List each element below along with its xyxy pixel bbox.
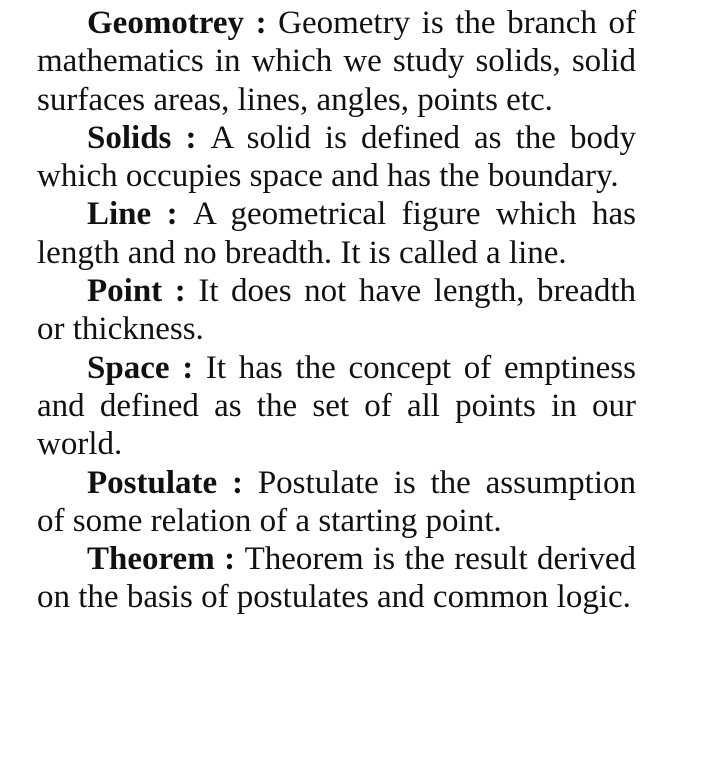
term-postulate-label: Postulate — [87, 464, 218, 501]
definition-point — [37, 272, 636, 349]
term-solids-label: Solids — [87, 119, 172, 156]
term-postulate — [87, 465, 258, 501]
term-geometry — [87, 5, 278, 41]
definition-line-text: A geometrical figure which has length and no breadth. It is called a line. — [37, 196, 636, 271]
term-point — [87, 273, 198, 309]
definition-geometry-text: Geometry is the branch of mathematics in which we study solids, solid surfaces areas, lines, angles, points etc. — [37, 5, 636, 118]
definition-theorem-text: Theorem is the result derived on the basis of postulates and common logic. — [37, 541, 636, 616]
term-line — [87, 196, 193, 232]
definition-theorem — [37, 540, 636, 617]
definition-solids-text: A solid is defined as the body which occupies space and has the boundary. — [37, 119, 636, 195]
term-space — [87, 350, 206, 386]
term-space-label: Space — [87, 349, 170, 386]
term-theorem-separator: : — [214, 541, 245, 578]
term-geometry-label: Geomotrey — [87, 5, 244, 41]
term-point-label: Point — [87, 273, 163, 310]
term-space-separator: : — [169, 349, 206, 386]
term-line-label: Line — [87, 196, 152, 233]
term-geometry-separator: : — [244, 5, 279, 41]
definition-space-text: It has the concept of emptiness and defined as the set of all points in our world. — [37, 349, 636, 463]
term-solids-separator: : — [171, 119, 211, 156]
term-line-separator: : — [151, 196, 194, 233]
term-theorem-label: Theorem — [87, 541, 215, 578]
definition-geometry — [37, 4, 636, 119]
definition-space — [37, 349, 636, 464]
term-theorem — [87, 541, 245, 577]
definition-line — [37, 195, 636, 272]
definition-solids — [37, 119, 636, 196]
definition-postulate-text: Postulate is the assumption of some relation of a starting point. — [37, 464, 636, 539]
term-point-separator: : — [162, 273, 199, 310]
definition-point-text: It does not have length, breadth or thickness. — [37, 273, 637, 348]
term-solids — [87, 120, 211, 156]
term-postulate-separator: : — [217, 464, 258, 501]
definition-postulate — [37, 464, 636, 541]
